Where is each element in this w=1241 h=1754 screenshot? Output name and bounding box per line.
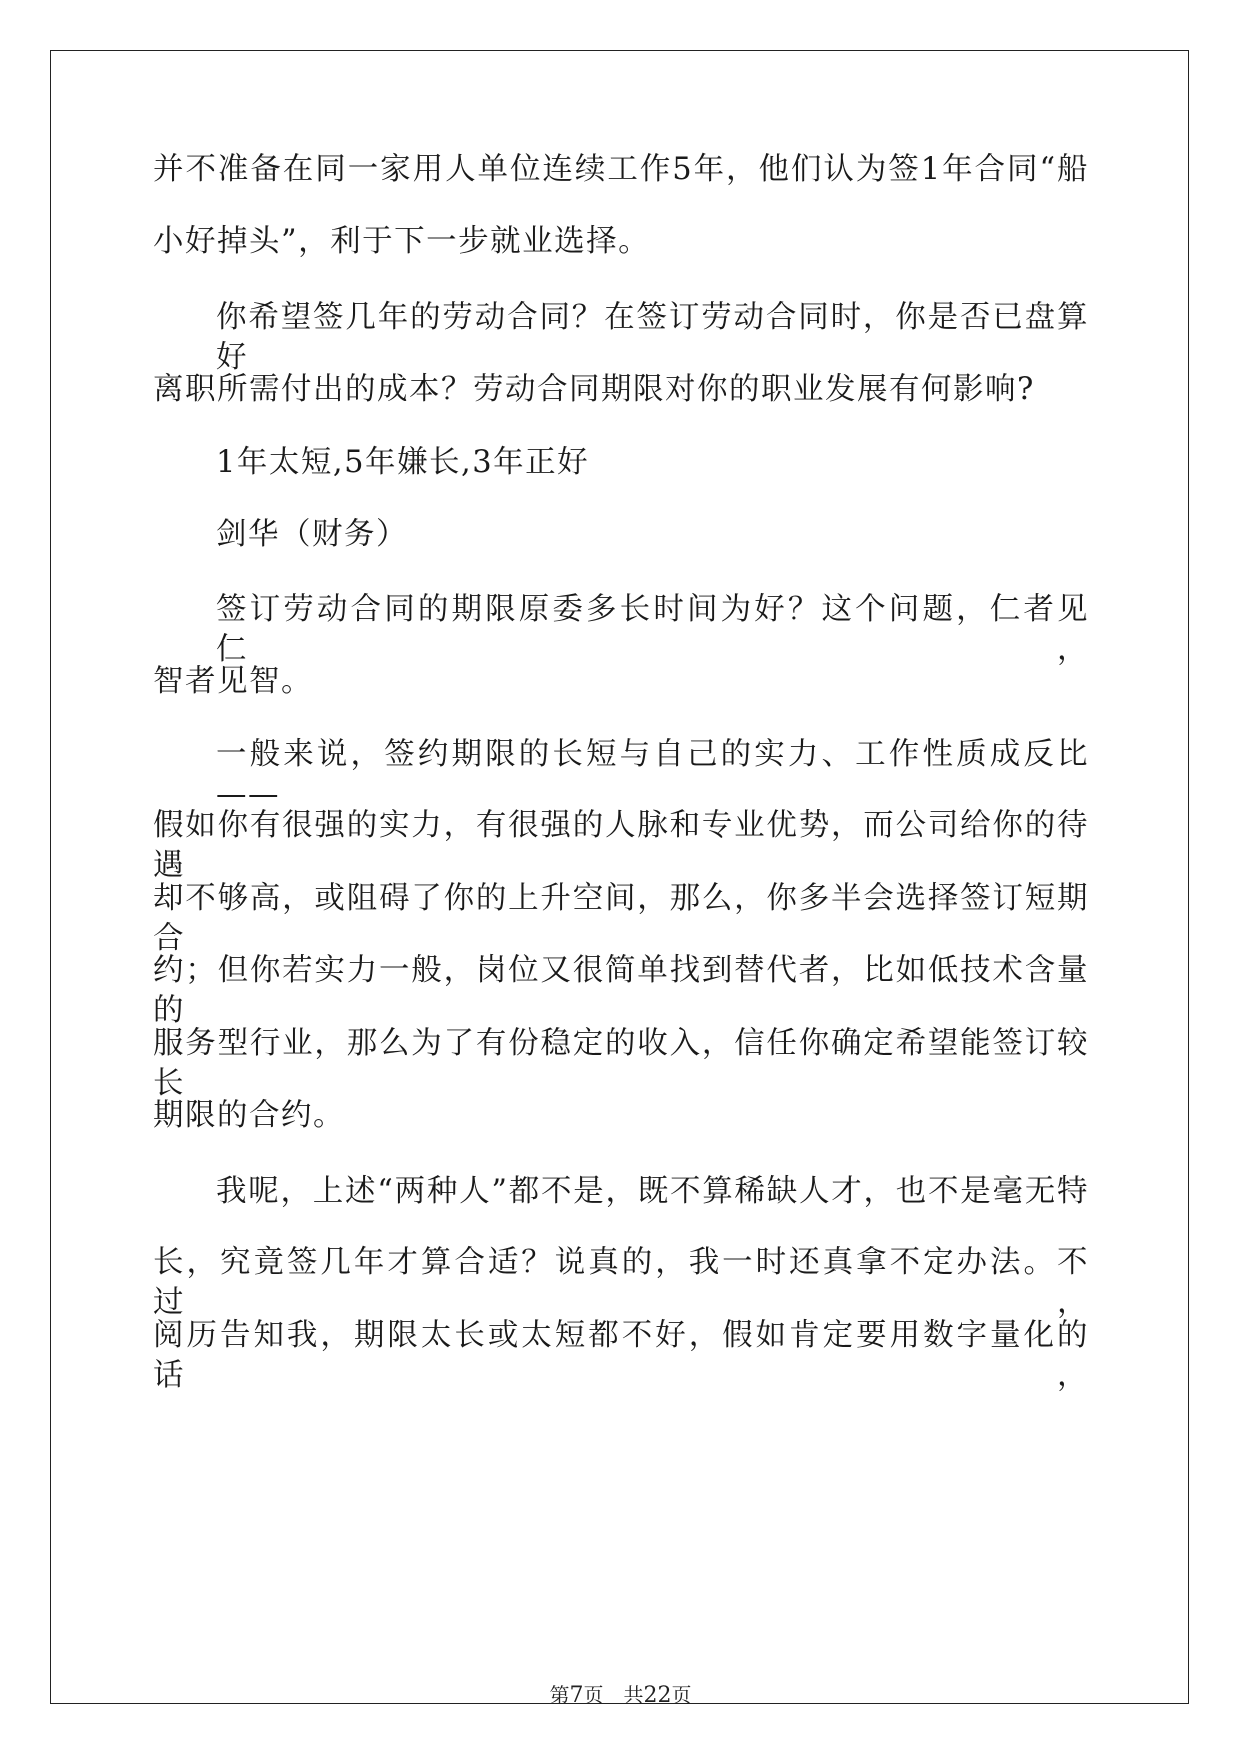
text-line: 离职所需付出的成本？劳动合同期限对你的职业发展有何影响? (153, 372, 1035, 407)
text-line: 签订劳动合同的期限原委多长时间为好？这个问题，仁者见仁， (216, 592, 1089, 667)
text-line: 你希望签几年的劳动合同？在签订劳动合同时，你是否已盘算好 (216, 300, 1089, 375)
author-line: 剑华（财务） (216, 517, 408, 552)
text-line: 约；但你若实力一般，岗位又很简单找到替代者，比如低技术含量的 (153, 953, 1089, 1028)
footer-prefix: 第 (549, 1683, 570, 1707)
footer-middle: 页 共 (583, 1683, 644, 1707)
text-line: 阅历告知我，期限太长或太短都不好，假如肯定要用数字量化的话， (153, 1318, 1089, 1393)
footer-suffix: 页 (671, 1683, 692, 1707)
text-line: 假如你有很强的实力，有很强的人脉和专业优势，而公司给你的待遇 (153, 808, 1089, 883)
text-line: 并不准备在同一家用人单位连续工作5年，他们认为签1年合同“船 (153, 152, 1089, 187)
text-line: 我呢，上述“两种人”都不是，既不算稀缺人才，也不是毫无特 (216, 1174, 1089, 1209)
page-footer (0, 1683, 1241, 1708)
text-line: 长，究竟签几年才算合适？说真的，我一时还真拿不定办法。不过， (153, 1245, 1089, 1320)
section-heading: 1年太短,5年嫌长,3年正好 (216, 445, 590, 480)
current-page-number: 7 (569, 1683, 584, 1708)
text-line: 一般来说，签约期限的长短与自己的实力、工作性质成反比—— (216, 737, 1089, 812)
text-line: 智者见智。 (153, 664, 313, 699)
total-pages-number: 22 (643, 1683, 672, 1708)
text-line: 小好掉头”，利于下一步就业选择。 (153, 224, 651, 259)
text-line: 却不够高，或阻碍了你的上升空间，那么，你多半会选择签订短期合 (153, 881, 1089, 956)
text-line: 期限的合约。 (153, 1098, 345, 1133)
text-line: 服务型行业，那么为了有份稳定的收入，信任你确定希望能签订较长 (153, 1026, 1089, 1101)
